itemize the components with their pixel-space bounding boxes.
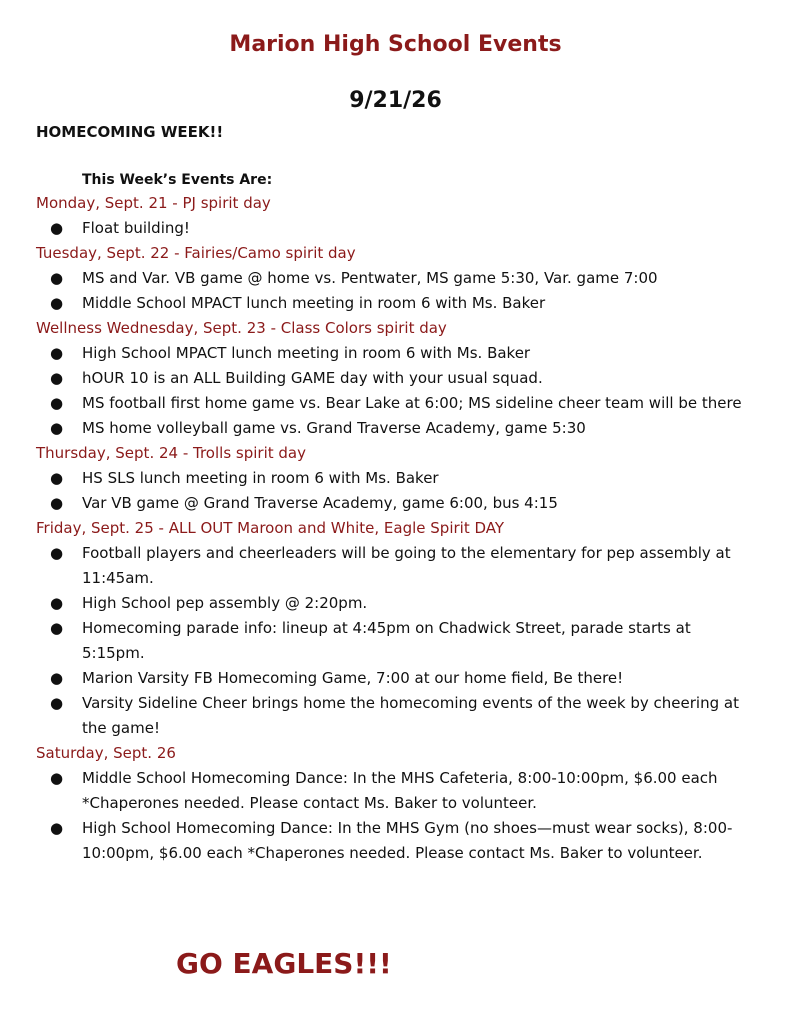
week-heading: HOMECOMING WEEK!! <box>36 123 224 141</box>
day-heading: Tuesday, Sept. 22 - Fairies/Camo spirit day <box>36 244 356 262</box>
bullet-icon: ● <box>50 619 64 637</box>
bullet-icon: ● <box>50 469 64 487</box>
list-item <box>36 341 756 366</box>
list-item <box>36 816 756 866</box>
bullet-icon: ● <box>50 769 64 787</box>
page-date: 9/21/26 <box>349 88 442 113</box>
bullet-icon: ● <box>50 494 64 512</box>
bullet-icon: ● <box>50 594 64 612</box>
day-event-list <box>36 466 756 516</box>
list-item <box>36 666 756 691</box>
event-text: Football players and cheerleaders will be going to the elementary for pep assembly at 11:45am. <box>82 544 731 587</box>
event-text: MS home volleyball game vs. Grand Traverse Academy, game 5:30 <box>82 419 586 437</box>
event-text: Marion Varsity FB Homecoming Game, 7:00 at our home field, Be there! <box>82 669 624 687</box>
event-text: Middle School MPACT lunch meeting in room 6 with Ms. Baker <box>82 294 546 312</box>
bullet-icon: ● <box>50 369 64 387</box>
list-item <box>36 616 756 666</box>
event-text: High School Homecoming Dance: In the MHS Gym (no shoes—must wear socks), 8:00-10:00pm, $6.00 each *Chaperones needed. Please contact Ms. Baker to volunteer. <box>82 819 733 862</box>
event-text: Middle School Homecoming Dance: In the MHS Cafeteria, 8:00-10:00pm, $6.00 each *Chaperones needed. Please contact Ms. Baker to volunteer. <box>82 769 718 812</box>
event-text: Var VB game @ Grand Traverse Academy, game 6:00, bus 4:15 <box>82 494 558 512</box>
event-text: hOUR 10 is an ALL Building GAME day with your usual squad. <box>82 369 543 387</box>
list-item <box>36 541 756 591</box>
event-text: MS and Var. VB game @ home vs. Pentwater, MS game 5:30, Var. game 7:00 <box>82 269 658 287</box>
events-intro: This Week’s Events Are: <box>82 172 273 188</box>
list-item <box>36 766 756 816</box>
event-text: MS football first home game vs. Bear Lake at 6:00; MS sideline cheer team will be there <box>82 394 742 412</box>
closing-slogan: GO EAGLES!!! <box>176 947 392 980</box>
day-event-list <box>36 341 756 441</box>
bullet-icon: ● <box>50 694 64 712</box>
event-text: Float building! <box>82 219 190 237</box>
event-text: High School MPACT lunch meeting in room 6 with Ms. Baker <box>82 344 531 362</box>
day-heading: Saturday, Sept. 26 <box>36 744 176 762</box>
day-heading: Thursday, Sept. 24 - Trolls spirit day <box>36 444 306 462</box>
day-event-list <box>36 266 756 316</box>
list-item <box>36 391 756 416</box>
events-list <box>36 191 756 866</box>
day-heading: Friday, Sept. 25 - ALL OUT Maroon and White, Eagle Spirit DAY <box>36 519 505 537</box>
bullet-icon: ● <box>50 269 64 287</box>
bullet-icon: ● <box>50 819 64 837</box>
event-text: Homecoming parade info: lineup at 4:45pm on Chadwick Street, parade starts at 5:15pm. <box>82 619 691 662</box>
list-item <box>36 291 756 316</box>
day-heading: Monday, Sept. 21 - PJ spirit day <box>36 194 271 212</box>
event-text: HS SLS lunch meeting in room 6 with Ms. Baker <box>82 469 439 487</box>
day-event-list <box>36 766 756 866</box>
list-item <box>36 416 756 441</box>
event-text: High School pep assembly @ 2:20pm. <box>82 594 368 612</box>
bullet-icon: ● <box>50 544 64 562</box>
bullet-icon: ● <box>50 219 64 237</box>
list-item <box>36 266 756 291</box>
bullet-icon: ● <box>50 419 64 437</box>
event-text: Varsity Sideline Cheer brings home the homecoming events of the week by cheering at the game! <box>82 694 739 737</box>
list-item <box>36 591 756 616</box>
day-heading: Wellness Wednesday, Sept. 23 - Class Colors spirit day <box>36 319 447 337</box>
bullet-icon: ● <box>50 344 64 362</box>
list-item <box>36 216 756 241</box>
bullet-icon: ● <box>50 394 64 412</box>
bullet-icon: ● <box>50 294 64 312</box>
list-item <box>36 491 756 516</box>
day-event-list <box>36 216 756 241</box>
list-item <box>36 466 756 491</box>
bullet-icon: ● <box>50 669 64 687</box>
day-event-list <box>36 541 756 741</box>
list-item <box>36 691 756 741</box>
page-title: Marion High School Events <box>229 32 562 57</box>
list-item <box>36 366 756 391</box>
